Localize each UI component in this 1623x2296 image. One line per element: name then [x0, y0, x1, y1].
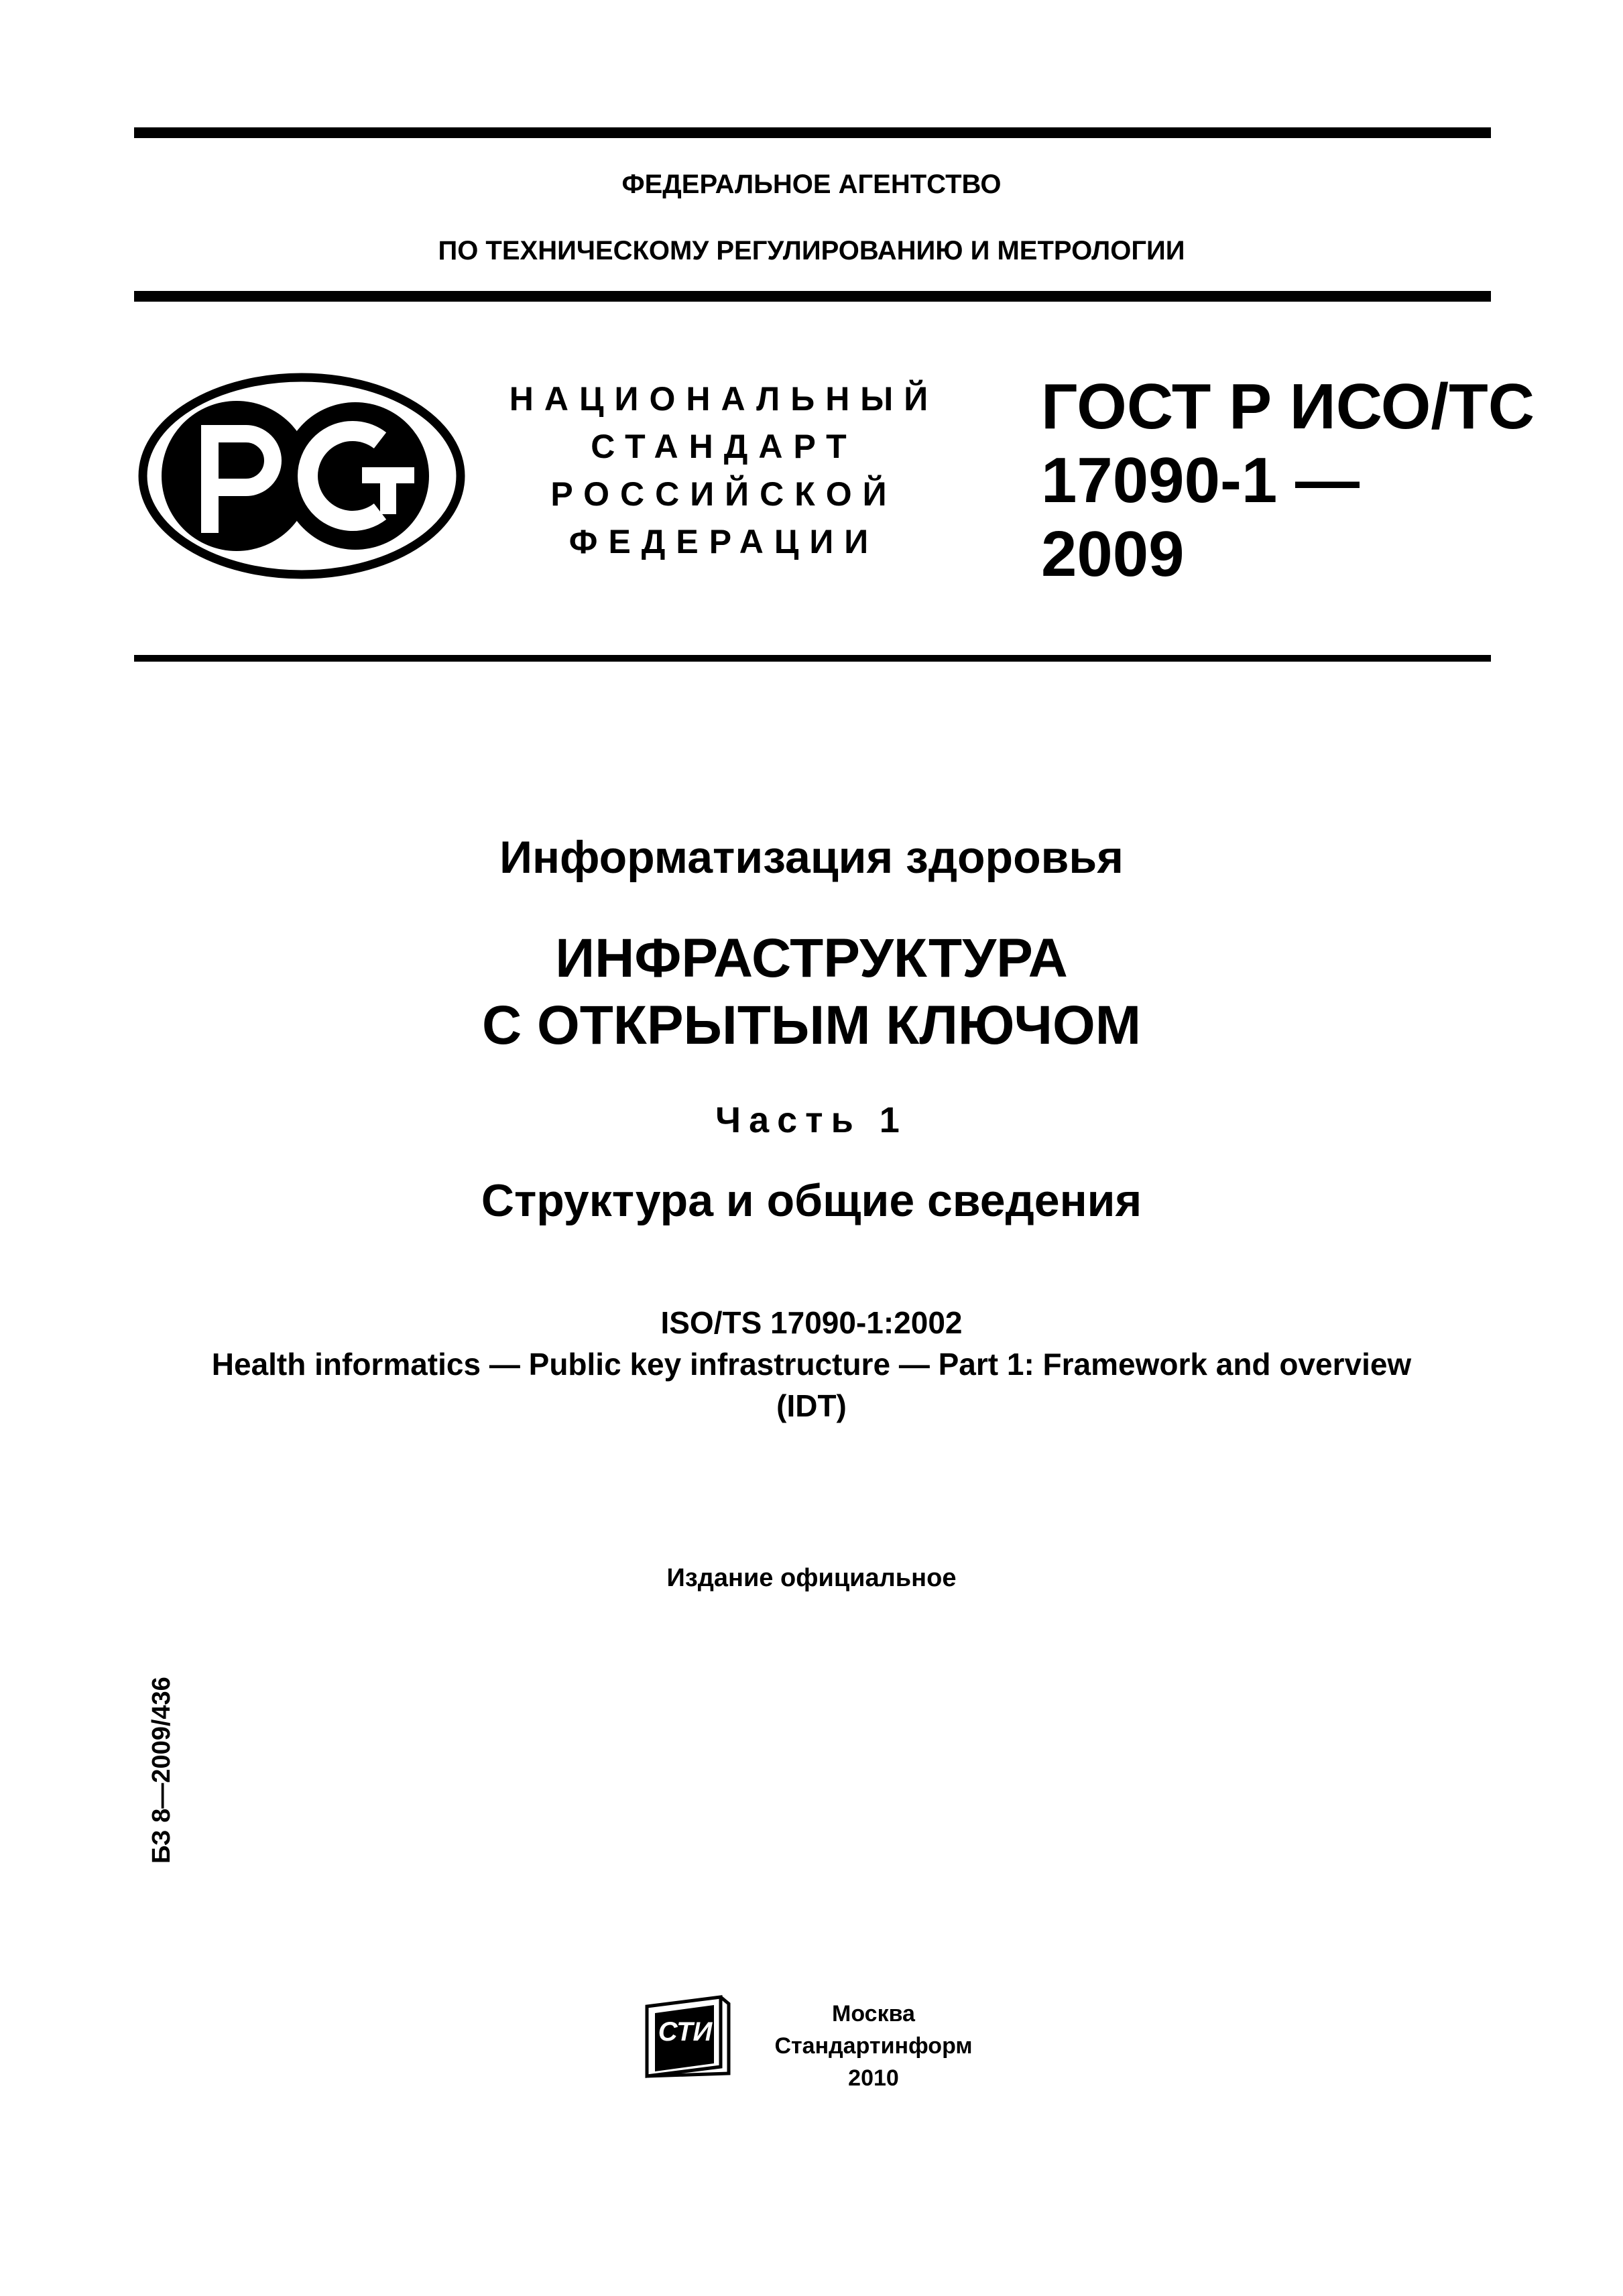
designation-line: 2009 [1041, 518, 1185, 590]
spine-code: БЗ 8—2009/436 [147, 1677, 176, 1864]
rst-mark-icon [137, 372, 466, 580]
edition-label: Издание официальное [666, 1564, 957, 1592]
iso-equivalence: (IDT) [776, 1388, 847, 1423]
publisher-year: 2010 [848, 2065, 899, 2091]
standartinform-logo-text: СТИ [658, 2017, 713, 2047]
block-bottom-rule [134, 655, 1491, 662]
iso-title: Health informatics — Public key infrastructure — Part 1: Framework and overview [211, 1347, 1412, 1382]
top-rule [134, 127, 1491, 138]
main-title-line-2: С ОТКРЫТЫМ КЛЮЧОМ [481, 995, 1142, 1056]
national-line: СТАНДАРТ [591, 428, 857, 465]
main-title-line-1: ИНФРАСТРУКТУРА [555, 928, 1068, 989]
iso-code: ISO/TS 17090-1:2002 [660, 1305, 963, 1340]
header-bottom-rule [134, 291, 1491, 302]
national-standard-label [489, 375, 959, 566]
publisher-city: Москва [832, 2001, 915, 2027]
national-line: НАЦИОНАЛЬНЫЙ [509, 380, 939, 418]
topic-title: Информатизация здоровья [499, 832, 1124, 883]
national-line: ФЕДЕРАЦИИ [568, 523, 880, 560]
agency-line-1: ФЕДЕРАЛЬНОЕ АГЕНТСТВО [621, 170, 1002, 199]
part-label: Часть 1 [715, 1100, 908, 1140]
national-line: РОССИЙСКОЙ [550, 475, 898, 513]
designation-line: 17090-1 — [1041, 444, 1360, 516]
gost-designation [1041, 370, 1535, 591]
publisher-info [763, 1998, 984, 2094]
designation-line: ГОСТ Р ИСО/ТС [1041, 371, 1535, 442]
publisher-name: Стандартинформ [774, 2033, 973, 2059]
agency-line-2: ПО ТЕХНИЧЕСКОМУ РЕГУЛИРОВАНИЮ И МЕТРОЛОГИИ [438, 236, 1185, 265]
subtitle: Структура и общие сведения [481, 1175, 1142, 1226]
standartinform-logo-icon [640, 1994, 734, 2081]
